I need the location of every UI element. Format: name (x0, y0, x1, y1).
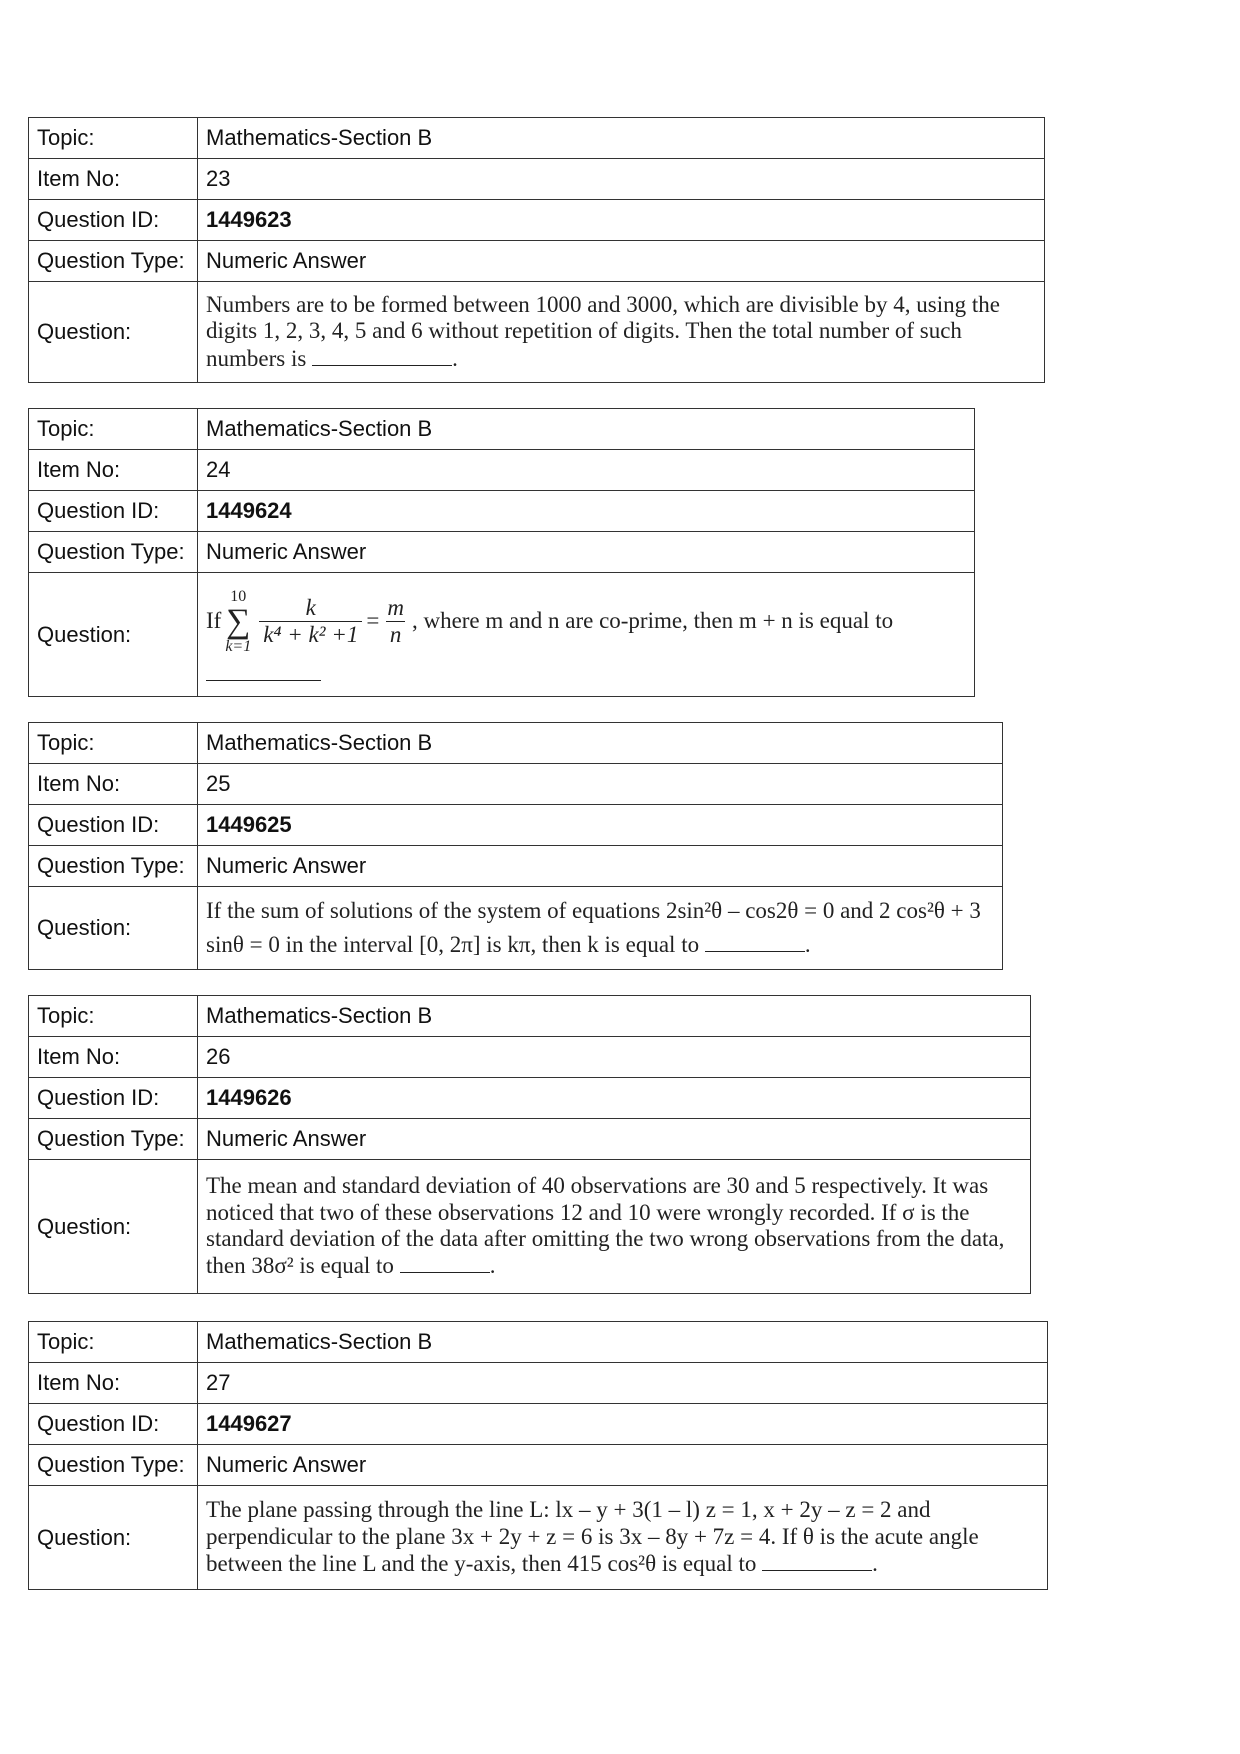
topic-label: Topic: (29, 996, 198, 1037)
item-no-row (29, 764, 1003, 805)
question-id-value: 1449627 (198, 1404, 1048, 1445)
item-no-label: Item No: (29, 1037, 198, 1078)
question-type-label: Question Type: (29, 241, 198, 282)
topic-label: Topic: (29, 723, 198, 764)
question-label: Question: (29, 887, 198, 970)
equals-sign: = (366, 608, 380, 634)
answer-blank (705, 931, 805, 952)
question-type-row (29, 241, 1045, 282)
question-id-row (29, 491, 975, 532)
item-no-label: Item No: (29, 159, 198, 200)
question-label: Question: (29, 1486, 198, 1590)
question-body (198, 887, 1003, 970)
question-type-label: Question Type: (29, 1445, 198, 1486)
fraction-n: n (386, 621, 406, 648)
item-no-value: 23 (198, 159, 1045, 200)
question-table-27 (28, 1321, 1048, 1590)
fraction-k-numerator: k (305, 595, 316, 620)
topic-row (29, 118, 1045, 159)
topic-value: Mathematics-Section B (198, 723, 1003, 764)
question-end: . (452, 345, 458, 371)
question-body (198, 282, 1045, 383)
sigma-upper: 10 (230, 587, 247, 605)
question-rest: , where m and n are co-prime, then m + n is equal to (411, 608, 894, 634)
item-no-value: 25 (198, 764, 1003, 805)
question-row (29, 887, 1003, 970)
question-type-row (29, 846, 1003, 887)
topic-value: Mathematics-Section B (198, 409, 975, 450)
question-id-value: 1449624 (198, 491, 975, 532)
fraction-k-denominator: k⁴ + k² +1 (259, 621, 362, 648)
question-formula-line (206, 588, 974, 656)
question-id-label: Question ID: (29, 805, 198, 846)
question-text: If the sum of solutions of the system of equations 2sin²θ – cos2θ = 0 and 2 cos²θ + 3 sinθ = 0 in the interval [0, 2π] is kπ, then k is equal to (206, 898, 981, 957)
item-no-row (29, 450, 975, 491)
question-row (29, 1486, 1048, 1590)
topic-value: Mathematics-Section B (198, 118, 1045, 159)
question-id-label: Question ID: (29, 200, 198, 241)
item-no-row (29, 1037, 1031, 1078)
topic-value: Mathematics-Section B (198, 996, 1031, 1037)
question-id-row (29, 805, 1003, 846)
question-type-label: Question Type: (29, 1119, 198, 1160)
question-type-label: Question Type: (29, 532, 198, 573)
question-id-row (29, 1404, 1048, 1445)
question-id-value: 1449626 (198, 1078, 1031, 1119)
fraction-m-n (383, 595, 408, 648)
question-table-23 (28, 117, 1045, 383)
fraction-m: m (387, 595, 404, 620)
question-row (29, 282, 1045, 383)
topic-row (29, 996, 1031, 1037)
question-row (29, 573, 975, 697)
question-if: If (206, 608, 222, 634)
sigma-symbol: ∑ (226, 602, 251, 640)
question-type-value: Numeric Answer (198, 846, 1003, 887)
item-no-value: 26 (198, 1037, 1031, 1078)
answer-blank (400, 1252, 490, 1273)
answer-blank (312, 345, 452, 366)
question-table-24 (28, 408, 975, 697)
question-id-row (29, 1078, 1031, 1119)
question-body (198, 573, 975, 697)
item-no-label: Item No: (29, 1363, 198, 1404)
question-type-row (29, 1445, 1048, 1486)
item-no-row (29, 1363, 1048, 1404)
question-id-value: 1449623 (198, 200, 1045, 241)
topic-row (29, 409, 975, 450)
answer-blank (206, 660, 321, 681)
question-label: Question: (29, 282, 198, 383)
topic-row (29, 1322, 1048, 1363)
answer-line (206, 660, 974, 686)
question-row (29, 1160, 1031, 1294)
sigma-lower: k=1 (225, 637, 252, 655)
item-no-value: 27 (198, 1363, 1048, 1404)
item-no-label: Item No: (29, 764, 198, 805)
question-end: . (489, 1253, 496, 1279)
question-id-label: Question ID: (29, 1078, 198, 1119)
topic-row (29, 723, 1003, 764)
question-table-26 (28, 995, 1031, 1294)
question-type-label: Question Type: (29, 846, 198, 887)
question-table-25 (28, 722, 1003, 970)
question-label: Question: (29, 1160, 198, 1294)
question-type-row (29, 1119, 1031, 1160)
topic-label: Topic: (29, 409, 198, 450)
question-type-row (29, 532, 975, 573)
question-text: Numbers are to be formed between 1000 and 3000, which are divisible by 4, using the digits 1, 2, 3, 4, 5 and 6 without repetition of digits. Then the total number of such numbers is (206, 291, 1000, 371)
question-id-label: Question ID: (29, 491, 198, 532)
question-type-value: Numeric Answer (198, 1119, 1031, 1160)
question-text: The plane passing through the line L: lx – y + 3(1 – l) z = 1, x + 2y – z = 2 and perpendicular to the plane 3x + 2y + z = 6 is 3x – 8y + 7z = 4. If θ is the acute angle between the line L and the y-axis, then 415 cos²θ is equal to (206, 1497, 979, 1577)
question-type-value: Numeric Answer (198, 1445, 1048, 1486)
summation (225, 588, 251, 656)
item-no-label: Item No: (29, 450, 198, 491)
topic-value: Mathematics-Section B (198, 1322, 1048, 1363)
question-label: Question: (29, 573, 198, 697)
topic-label: Topic: (29, 118, 198, 159)
question-id-row (29, 200, 1045, 241)
question-text: The mean and standard deviation of 40 observations are 30 and 5 respectively. It was noticed that two of these observations 12 and 10 were wrongly recorded. If σ is the standard deviation of the data after omitting the two wrong observations from the data, then 38σ² is equal to (206, 1173, 1005, 1279)
item-no-row (29, 159, 1045, 200)
question-end: . (872, 1551, 878, 1577)
topic-label: Topic: (29, 1322, 198, 1363)
fraction-k (259, 595, 362, 648)
question-type-value: Numeric Answer (198, 532, 975, 573)
item-no-value: 24 (198, 450, 975, 491)
question-body (198, 1486, 1048, 1590)
question-body (198, 1160, 1031, 1294)
question-end: . (804, 932, 811, 957)
question-type-value: Numeric Answer (198, 241, 1045, 282)
question-id-value: 1449625 (198, 805, 1003, 846)
question-id-label: Question ID: (29, 1404, 198, 1445)
answer-blank (762, 1550, 872, 1571)
